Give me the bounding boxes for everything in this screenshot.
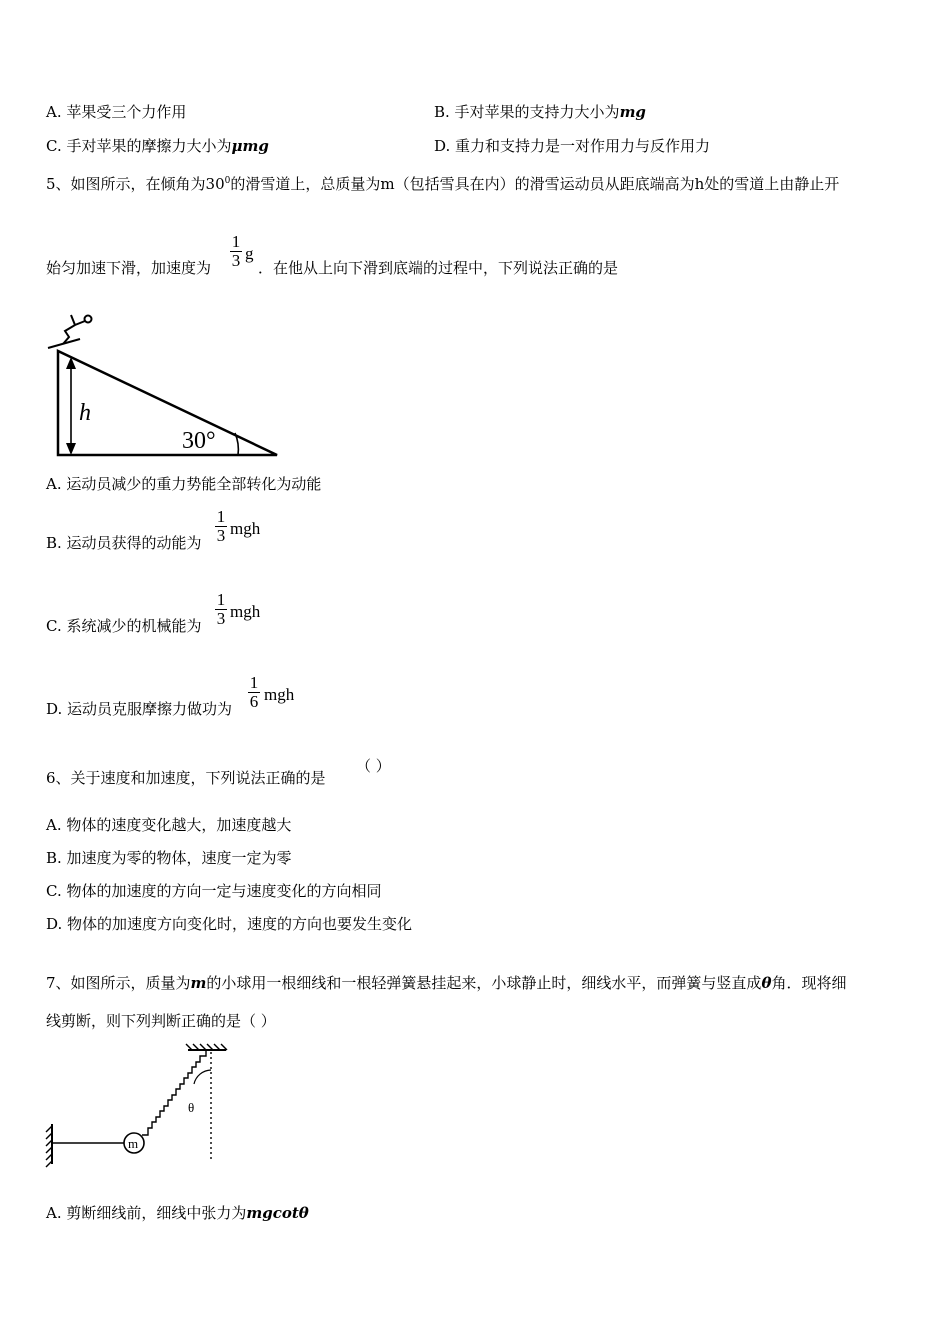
height-arrow-bottom [66, 443, 76, 455]
q5-option-c-unit: mgh [230, 602, 261, 621]
q4-option-b: B. 手对苹果的支持力大小为mg [434, 103, 646, 121]
skier-icon [48, 315, 92, 348]
q5-accel-unit: g [245, 244, 254, 263]
q5-option-b-unit: mgh [230, 519, 261, 538]
q5-option-b-fraction: 1 3 [216, 507, 226, 545]
q5-option-a: A. 运动员减少的重力势能全部转化为动能 [46, 475, 322, 493]
q4-option-c: C. 手对苹果的摩擦力大小为μmg [46, 137, 269, 155]
q7-option-a: A. 剪断细线前，细线中张力为mgcotθ [46, 1204, 309, 1222]
q5-stem-line2-a: 始匀加速下滑，加速度为 [46, 259, 212, 277]
q6-stem: 6、关于速度和加速度，下列说法正确的是 [46, 769, 326, 787]
fig-angle-label: 30° [182, 428, 216, 454]
fig-ball-label: m [128, 1136, 139, 1151]
q7-stem-line2: 线剪断，则下列判断正确的是（ ） [46, 1012, 276, 1030]
q5-option-d-unit: mgh [264, 685, 295, 704]
spring-line [142, 1050, 206, 1135]
incline-figure [45, 313, 285, 463]
q5-option-b: B. 运动员获得的动能为 [46, 534, 202, 552]
q6-option-c: C. 物体的加速度的方向一定与速度变化的方向相同 [46, 882, 382, 900]
q6-paren: （ ） [356, 757, 391, 775]
q6-option-b: B. 加速度为零的物体，速度一定为零 [46, 849, 292, 867]
fig-height-label: h [79, 400, 91, 426]
q5-accel-fraction: 1 3 [231, 232, 241, 270]
q5-option-c-fraction: 1 3 [216, 590, 226, 628]
q5-option-c: C. 系统减少的机械能为 [46, 617, 202, 635]
theta-arc [194, 1070, 211, 1084]
q4-option-d: D. 重力和支持力是一对作用力与反作用力 [434, 137, 711, 155]
q5-option-d-fraction: 1 6 [249, 673, 259, 711]
q6-option-d: D. 物体的加速度方向变化时，速度的方向也要发生变化 [46, 915, 413, 933]
q5-stem-line2-b: ．在他从上向下滑到底端的过程中，下列说法正确的是 [258, 259, 619, 277]
q6-option-a: A. 物体的速度变化越大，加速度越大 [46, 816, 292, 834]
q7-stem-line1: 7、如图所示，质量为m的小球用一根细线和一根轻弹簧悬挂起来，小球静止时，细线水平，而弹簧与竖直成θ角．现将细 [46, 974, 847, 992]
q4-option-a: A. 苹果受三个力作用 [46, 103, 187, 121]
fig-theta-label: θ [188, 1100, 195, 1115]
spring-figure [40, 1040, 240, 1170]
q5-stem-line1: 5、如图所示，在倾角为$30^0$的滑雪道上，总质量为m（包括雪具在内）的滑雪运动员从距底端高为h处的雪道上由静止开 [46, 175, 840, 193]
q5-option-d: D. 运动员克服摩擦力做功为 [46, 700, 233, 718]
